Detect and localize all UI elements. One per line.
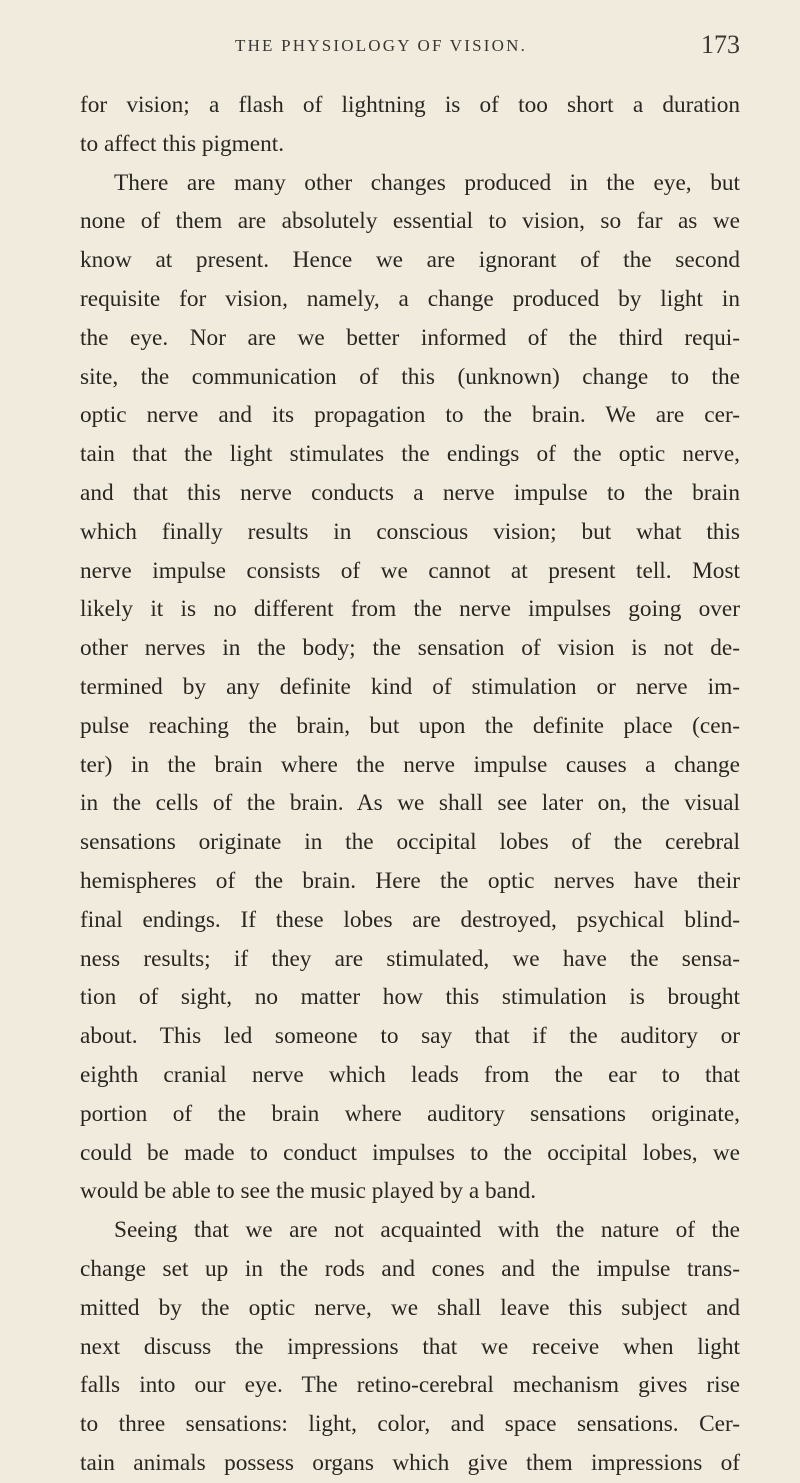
- text-line: to three sensations: light, color, and space sensations. Cer-: [80, 1411, 740, 1438]
- text-line: eighth cranial nerve which leads from the ear to that: [80, 1061, 740, 1088]
- text-line: in the cells of the brain. As we shall see later on, the visual: [80, 790, 740, 817]
- text-line: hemispheres of the brain. Here the optic nerves have their: [80, 867, 740, 894]
- text-line: Seeing that we are not acquainted with the nature of the: [114, 1217, 740, 1244]
- text-line: the eye. Nor are we better informed of the third requi-: [80, 324, 740, 351]
- text-line: could be made to conduct impulses to the occipital lobes, we: [80, 1139, 740, 1166]
- text-line: other nerves in the body; the sensation of vision is not de-: [80, 635, 740, 662]
- text-line: portion of the brain where auditory sensations originate,: [80, 1100, 740, 1127]
- text-line: ter) in the brain where the nerve impulse causes a change: [80, 751, 740, 778]
- text-line: There are many other changes produced in the eye, but: [114, 169, 740, 196]
- text-line: about. This led someone to say that if the auditory or: [80, 1023, 740, 1050]
- text-line: sensations originate in the occipital lobes of the cerebral: [80, 829, 740, 856]
- text-line: likely it is no different from the nerve impulses going over: [80, 596, 740, 623]
- text-line: next discuss the impressions that we receive when light: [80, 1333, 740, 1360]
- body-text: [80, 86, 740, 1483]
- text-line: know at present. Hence we are ignorant of the second: [80, 247, 740, 274]
- running-title: THE PHYSIOLOGY OF VISION.: [235, 36, 528, 55]
- text-line: site, the communication of this (unknown) change to the: [80, 363, 740, 390]
- text-line: nerve impulse consists of we cannot at present tell. Most: [80, 557, 740, 584]
- text-line: change set up in the rods and cones and the impulse trans-: [80, 1255, 740, 1282]
- page-number: 173: [701, 30, 740, 59]
- text-line: and that this nerve conducts a nerve impulse to the brain: [80, 479, 740, 506]
- running-header: [80, 28, 740, 64]
- text-line: to affect this pigment.: [80, 130, 285, 157]
- text-line: tion of sight, no matter how this stimulation is brought: [80, 984, 740, 1011]
- text-line: falls into our eye. The retino-cerebral mechanism gives rise: [80, 1372, 740, 1399]
- text-line: termined by any definite kind of stimulation or nerve im-: [80, 673, 740, 700]
- text-line: tain animals possess organs which give them impressions of: [80, 1449, 740, 1476]
- text-line: would be able to see the music played by a band.: [80, 1178, 537, 1205]
- text-line: none of them are absolutely essential to vision, so far as we: [80, 208, 740, 235]
- text-line: which finally results in conscious vision; but what this: [80, 518, 740, 545]
- text-line: tain that the light stimulates the endings of the optic nerve,: [80, 441, 740, 468]
- text-line: optic nerve and its propagation to the brain. We are cer-: [80, 402, 740, 429]
- text-line: for vision; a flash of lightning is of too short a duration: [80, 92, 740, 118]
- text-line: pulse reaching the brain, but upon the definite place (cen-: [80, 712, 740, 739]
- text-line: mitted by the optic nerve, we shall leave this subject and: [80, 1294, 740, 1321]
- text-line: requisite for vision, namely, a change produced by light in: [80, 285, 740, 312]
- text-line: final endings. If these lobes are destroyed, psychical blind-: [80, 906, 740, 933]
- text-line: ness results; if they are stimulated, we have the sensa-: [80, 945, 740, 972]
